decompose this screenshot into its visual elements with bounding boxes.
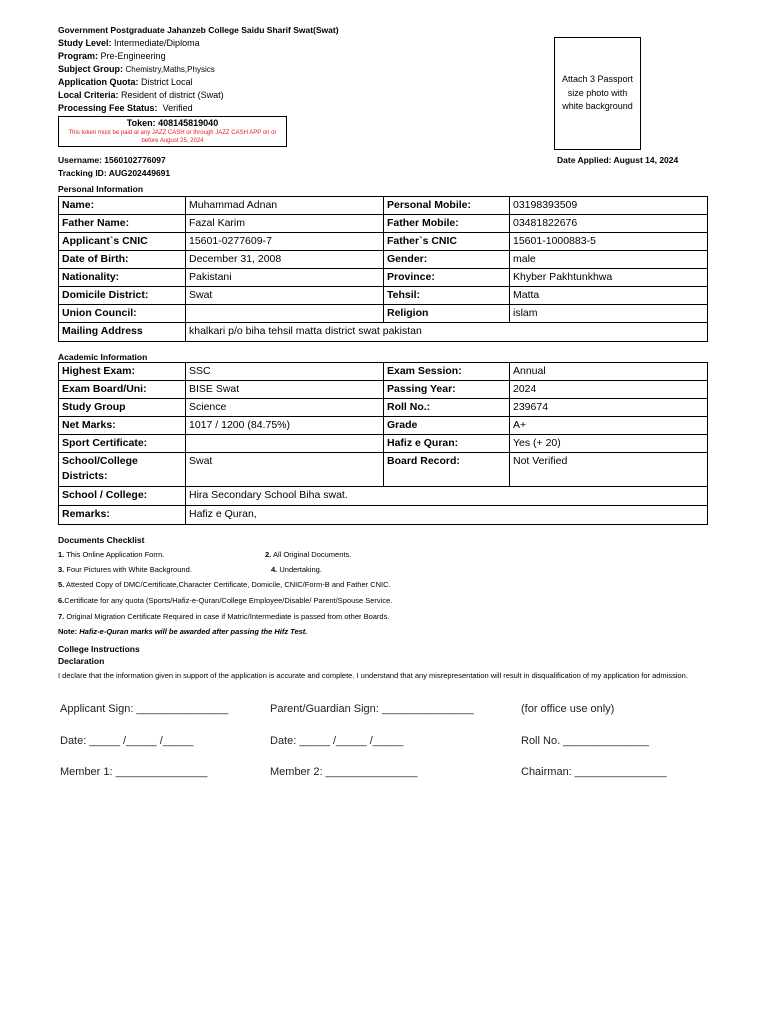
table-row [59,323,708,342]
quota-value: District Local [141,77,193,87]
field-label: School/College Districts: [59,453,186,487]
field-value: male [510,251,708,269]
field-label: Roll No.: [384,399,510,417]
checklist-num: 6. [58,596,65,605]
username: Username: 1560102776097 [58,155,166,165]
school-label: School / College: [59,487,186,506]
table-row [59,251,708,269]
member-2-line: Member 2: _______________ [270,766,418,778]
fee-status-value: Verified [162,103,193,113]
field-label: Applicant`s CNIC [59,233,186,251]
office-use-label: (for office use only) [521,703,615,715]
field-label: Union Council: [59,305,186,323]
note-label: Note: [58,627,78,636]
field-label: Religion [384,305,510,323]
quota-label: Application Quota: [58,77,139,87]
field-value: BISE Swat [186,381,384,399]
academic-info-table [58,362,708,525]
academic-info-body [59,363,708,487]
academic-info-title: Academic Information [58,352,148,362]
checklist-title: Documents Checklist [58,535,145,545]
token-number: Token: 408145819040 [126,118,219,128]
table-row [59,363,708,381]
study-level-line [58,37,200,50]
table-row [59,215,708,233]
guardian-date-line: Date: _____ /_____ /_____ [270,735,404,747]
field-label: Passing Year: [384,381,510,399]
checklist-num: 4. [271,565,278,574]
table-row [59,435,708,453]
field-value: Pakistani [186,269,384,287]
field-label: Father Name: [59,215,186,233]
local-criteria-line [58,89,224,102]
college-instructions-title: College Instructions [58,644,140,654]
field-label: Exam Board/Uni: [59,381,186,399]
remarks-label: Remarks: [59,506,186,525]
program-label: Program: [58,51,99,61]
quota-line [58,76,193,89]
field-label: Sport Certificate: [59,435,186,453]
checklist-num: 2. [265,550,272,559]
field-label: Net Marks: [59,417,186,435]
field-value: islam [510,305,708,323]
field-label: Father Mobile: [384,215,510,233]
table-row [59,233,708,251]
field-label: Study Group [59,399,186,417]
field-label: Domicile District: [59,287,186,305]
field-label: Highest Exam: [59,363,186,381]
school-value: Hira Secondary School Biha swat. [186,487,708,506]
personal-info-body [59,197,708,323]
field-value: 15601-0277609-7 [186,233,384,251]
program-value: Pre-Engineering [100,51,166,61]
field-label: Board Record: [384,453,510,487]
photo-instructions: Attach 3 Passport size photo with white background [561,74,634,112]
applicant-sign-line: Applicant Sign: _______________ [60,703,229,715]
checklist-text: Attested Copy of DMC/Certificate,Character Certificate, Domicile, CNIC/Form-B and Father CNIC. [65,580,391,589]
photo-placeholder [554,37,641,150]
field-value: Matta [510,287,708,305]
checklist-item-7 [58,612,389,621]
table-row [59,399,708,417]
note-text: Hafiz-e-Quran marks will be awarded after passing the Hifz Test. [79,627,308,636]
remarks-value: Hafiz e Quran, [186,506,708,525]
applicant-date-line: Date: _____ /_____ /_____ [60,735,194,747]
field-label: Father`s CNIC [384,233,510,251]
checklist-num: 7. [58,612,65,621]
table-row [59,487,708,506]
fee-status-line [58,102,193,115]
checklist-item-6 [58,596,392,605]
field-label: Exam Session: [384,363,510,381]
field-label: Gender: [384,251,510,269]
field-value: Swat [186,453,384,487]
field-value: SSC [186,363,384,381]
table-row [59,417,708,435]
field-value: Swat [186,287,384,305]
checklist-num: 3. [58,565,65,574]
token-payment-note: This token must be paid at any JAZZ CASH or through JAZZ CASH APP on or before August 25, 2024 [68,130,277,144]
field-label: Personal Mobile: [384,197,510,215]
personal-info-table [58,196,708,342]
checklist-text: Undertaking. [279,565,322,574]
field-value: Annual [510,363,708,381]
table-row [59,287,708,305]
field-value: Muhammad Adnan [186,197,384,215]
checklist-text: All Original Documents. [272,550,352,559]
field-value: 03481822676 [510,215,708,233]
table-row [59,506,708,525]
field-value: Not Verified [510,453,708,487]
field-value: Fazal Karim [186,215,384,233]
field-value: December 31, 2008 [186,251,384,269]
local-criteria-value: Resident of district (Swat) [121,90,224,100]
checklist-item-1 [58,550,164,559]
field-value: 2024 [510,381,708,399]
field-label: Name: [59,197,186,215]
table-row [59,197,708,215]
tracking-id: Tracking ID: AUG202449691 [58,168,171,178]
checklist-num: 5. [58,580,65,589]
field-value: 15601-1000883-5 [510,233,708,251]
field-value [186,435,384,453]
study-level-label: Study Level: [58,38,112,48]
field-label: Province: [384,269,510,287]
fee-status-label: Processing Fee Status: [58,103,158,113]
field-label: Grade [384,417,510,435]
checklist-item-3 [58,565,192,574]
checklist-item-5 [58,580,391,589]
field-label: Hafiz e Quran: [384,435,510,453]
field-label: Nationality: [59,269,186,287]
field-label: Date of Birth: [59,251,186,269]
token-box [58,116,287,147]
checklist-text: This Online Application Form. [66,550,165,559]
table-row [59,381,708,399]
checklist-item-4 [271,565,322,574]
study-level-value: Intermediate/Diploma [114,38,200,48]
declaration-text: I declare that the information given in support of the application is accurate and complete. I understand that any misrepresentation will result in disqualification of my application for admission. [58,671,688,680]
checklist-note [58,627,307,636]
college-name: Government Postgraduate Jahanzeb College Saidu Sharif Swat(Swat) [58,25,339,35]
field-value [186,305,384,323]
checklist-text: Original Migration Certificate Required in case if Matric/Intermediate is passed from other Boards. [66,612,390,621]
local-criteria-label: Local Criteria: [58,90,119,100]
field-value: 03198393509 [510,197,708,215]
personal-info-title: Personal Information [58,184,144,194]
chairman-line: Chairman: _______________ [521,766,667,778]
guardian-sign-line: Parent/Guardian Sign: _______________ [270,703,474,715]
table-row [59,453,708,487]
checklist-item-2 [265,550,351,559]
subject-group-value: Chemistry,Maths,Physics [125,65,215,74]
checklist-text: Certificate for any quota (Sports/Hafiz-e-Quran/College Employee/Disable/ Parent/Spouse Service. [64,596,393,605]
field-value: A+ [510,417,708,435]
field-value: Yes (+ 20) [510,435,708,453]
subject-group-line [58,63,215,76]
program-line [58,50,166,63]
checklist-text: Four Pictures with White Background. [66,565,192,574]
field-value: 239674 [510,399,708,417]
table-row [59,269,708,287]
field-value: 1017 / 1200 (84.75%) [186,417,384,435]
mailing-address-value: khalkari p/o biha tehsil matta district swat pakistan [186,323,708,342]
field-value: Khyber Pakhtunkhwa [510,269,708,287]
mailing-address-label: Mailing Address [59,323,186,342]
subject-group-label: Subject Group: [58,64,123,74]
roll-no-line: Roll No. ______________ [521,735,649,747]
field-value: Science [186,399,384,417]
checklist-num: 1. [58,550,65,559]
table-row [59,305,708,323]
declaration-title: Declaration [58,656,105,666]
member-1-line: Member 1: _______________ [60,766,208,778]
date-applied: Date Applied: August 14, 2024 [557,155,679,165]
field-label: Tehsil: [384,287,510,305]
